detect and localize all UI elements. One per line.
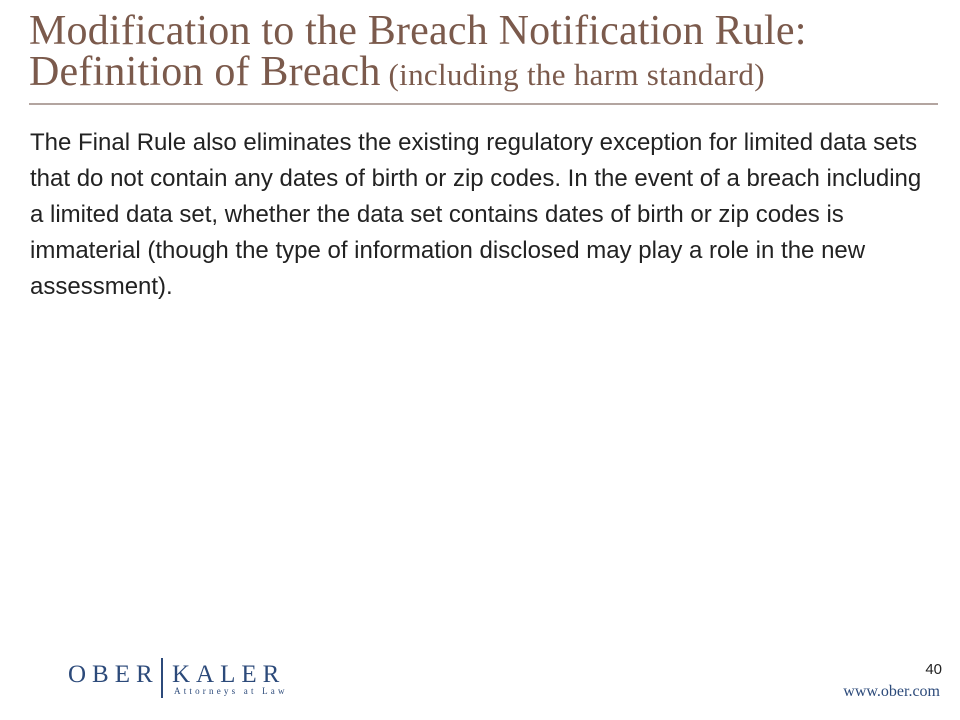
title-line-1: Modification to the Breach Notification Rule: <box>29 8 807 54</box>
website-url: www.ober.com <box>843 683 940 700</box>
logo-tagline: Attorneys at Law <box>174 686 288 696</box>
title-main-text: Definition of Breach <box>29 49 381 95</box>
logo-left-word: OBER <box>68 661 159 688</box>
logo-divider <box>161 658 163 698</box>
ober-kaler-logo <box>68 658 298 702</box>
title-subtitle: (including the harm standard) <box>388 57 765 92</box>
slide-title <box>29 10 939 93</box>
title-divider <box>29 103 938 105</box>
title-line-2 <box>29 51 939 93</box>
page-number: 40 <box>925 661 942 678</box>
logo-right-word: KALER <box>172 661 286 688</box>
body-paragraph: The Final Rule also eliminates the existing regulatory exception for limited data sets that do not contain any dates of birth or zip codes. In the event of a breach including a limited data set, whether the data set contains dates of birth or zip codes is immaterial (though the type of information disclosed may play a role in the new assessment). <box>30 129 922 300</box>
